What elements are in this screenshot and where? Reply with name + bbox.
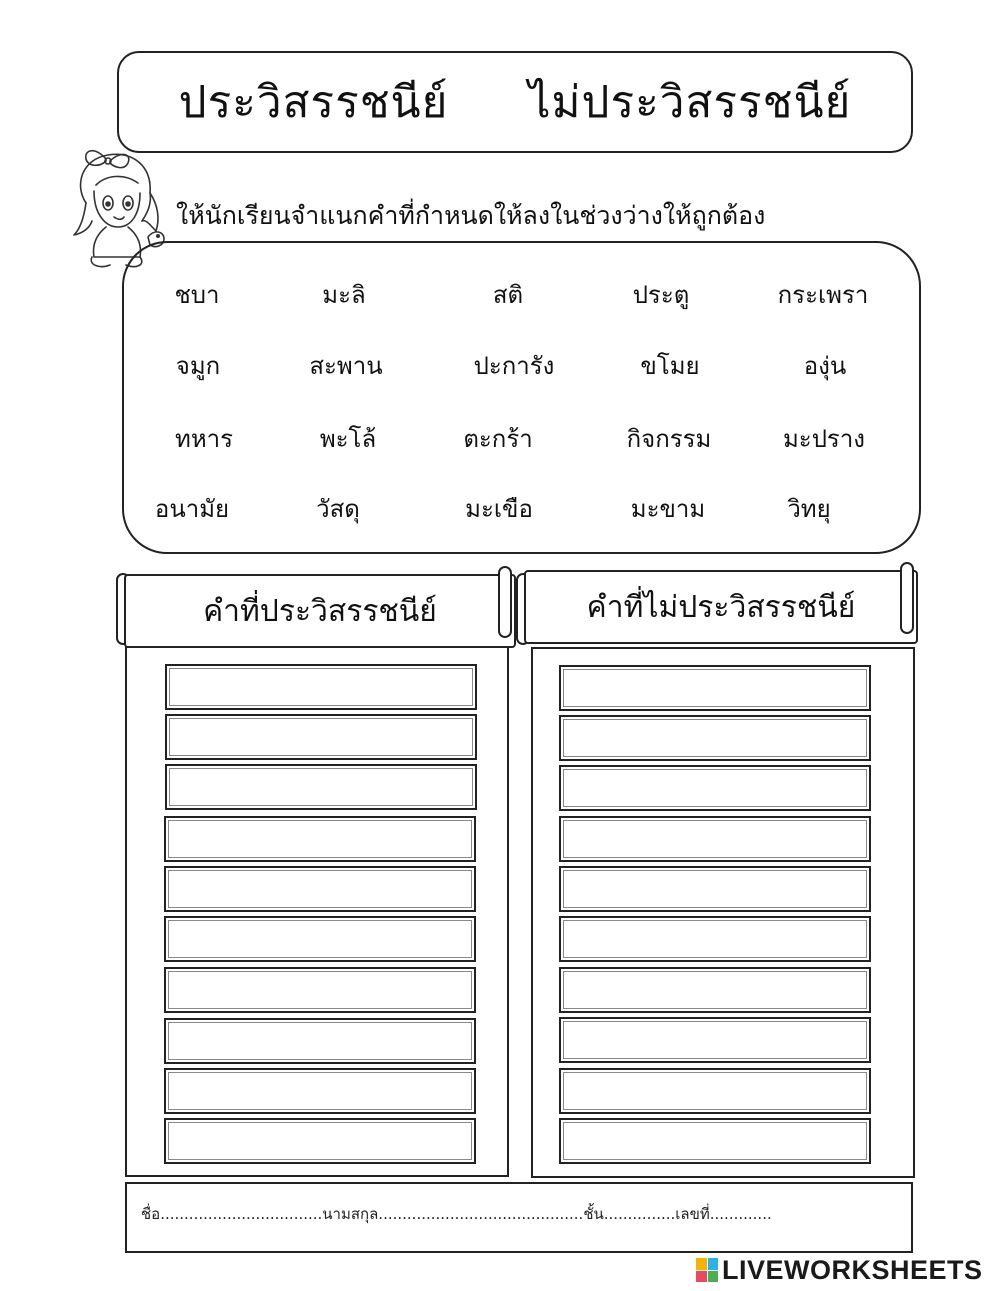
answer-slot-left[interactable]	[164, 967, 476, 1013]
word-item[interactable]: กระเพรา	[777, 281, 869, 309]
student-info-line: ชื่อ..................................นามสกุล...........................................ชั้น...............เลขที่.............	[141, 1205, 772, 1223]
word-item[interactable]: อนามัย	[154, 495, 230, 523]
right-answer-column	[531, 647, 915, 1178]
right-column-title: คำที่ไม่ประวิสรรชนีย์	[586, 589, 856, 625]
answer-slot-right[interactable]	[559, 1017, 871, 1063]
word-item[interactable]: วัสดุ	[316, 495, 360, 523]
answer-slot-left[interactable]	[165, 764, 477, 810]
answer-slot-left[interactable]	[165, 664, 477, 710]
answer-slot-right[interactable]	[559, 1118, 871, 1164]
word-item[interactable]: มะลิ	[322, 281, 366, 309]
answer-slot-right[interactable]	[559, 665, 871, 711]
word-item[interactable]: จมูก	[175, 352, 221, 380]
word-item[interactable]: ตะกร้า	[463, 425, 533, 453]
title-left: ประวิสรรชนีย์	[178, 77, 449, 128]
word-item[interactable]: มะเขือ	[465, 495, 533, 523]
word-item[interactable]: มะขาม	[630, 495, 706, 523]
student-info-box	[125, 1182, 913, 1253]
answer-slot-right[interactable]	[559, 967, 871, 1013]
word-item[interactable]: ทหาร	[174, 425, 234, 453]
answer-slot-left[interactable]	[165, 714, 477, 760]
answer-slot-left[interactable]	[164, 1018, 476, 1064]
answer-slot-left[interactable]	[164, 916, 476, 962]
word-item[interactable]: กิจกรรม	[626, 425, 712, 453]
word-item[interactable]: สติ	[492, 281, 524, 309]
right-column-header	[524, 570, 918, 644]
answer-slot-right[interactable]	[559, 816, 871, 862]
answer-slot-right[interactable]	[559, 866, 871, 912]
left-column-header	[124, 574, 516, 648]
left-column-title: คำที่ประวิสรรชนีย์	[203, 593, 437, 629]
left-answer-column	[125, 646, 509, 1177]
answer-slot-right[interactable]	[559, 715, 871, 761]
word-item[interactable]: ขโมย	[640, 352, 700, 380]
word-bank-box	[122, 241, 921, 554]
answer-slot-left[interactable]	[164, 866, 476, 912]
title-right: ไม่ประวิสรรชนีย์	[528, 77, 852, 128]
scroll-curl-left-end	[498, 566, 512, 638]
answer-slot-right[interactable]	[559, 765, 871, 811]
answer-slot-left[interactable]	[164, 1118, 476, 1164]
answer-slot-right[interactable]	[559, 1068, 871, 1114]
word-item[interactable]: ปะการัง	[473, 352, 555, 380]
word-item[interactable]: วิทยุ	[787, 495, 831, 523]
answer-slot-right[interactable]	[559, 916, 871, 962]
word-item[interactable]: ชบา	[174, 281, 220, 309]
answer-slot-left[interactable]	[164, 816, 476, 862]
answer-slot-left[interactable]	[164, 1068, 476, 1114]
title-banner	[117, 51, 913, 153]
word-item[interactable]: สะพาน	[309, 352, 383, 380]
word-item[interactable]: ประตู	[632, 281, 690, 309]
brand-name: LIVEWORKSHEETS	[722, 1254, 983, 1285]
scroll-curl-right-end	[900, 562, 914, 634]
word-item[interactable]: พะโล้	[319, 425, 377, 453]
brand-logo	[696, 1255, 983, 1285]
word-item[interactable]: มะปราง	[782, 425, 866, 453]
brand-mark-icon	[696, 1258, 718, 1282]
word-item[interactable]: องุ่น	[803, 352, 847, 380]
instruction-text: ให้นักเรียนจำแนกคำที่กำหนดให้ลงในช่วงว่างให้ถูกต้อง	[176, 201, 766, 230]
